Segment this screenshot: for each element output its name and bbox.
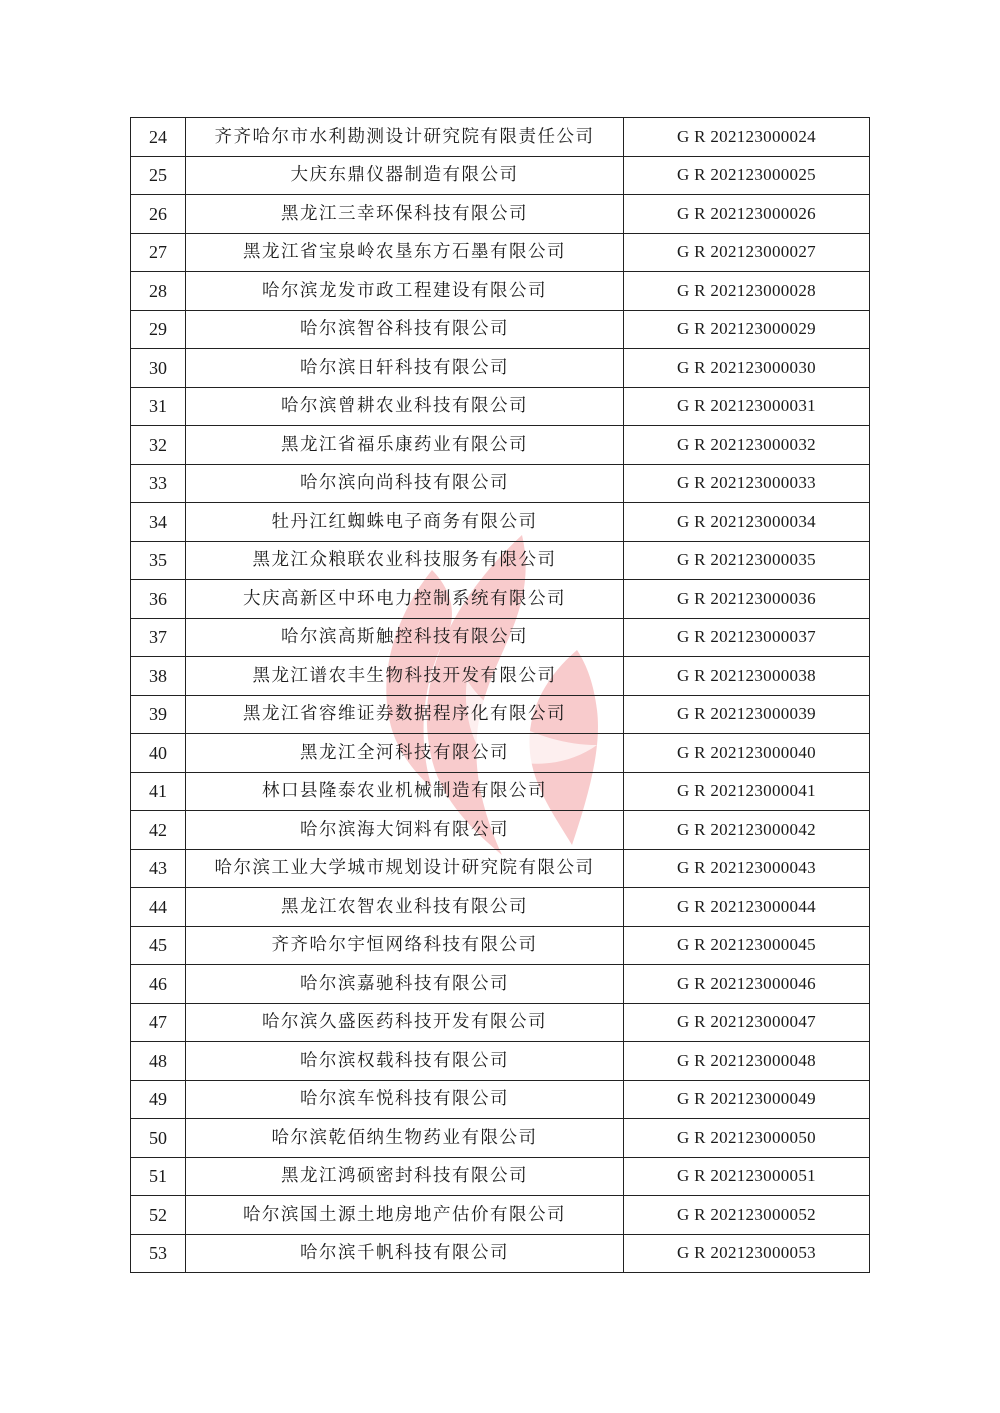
row-number-cell: 47 bbox=[131, 1003, 186, 1042]
table-row bbox=[131, 1196, 870, 1235]
certificate-code-cell: G R 202123000027 bbox=[624, 233, 870, 272]
company-name-cell: 黑龙江三幸环保科技有限公司 bbox=[186, 195, 624, 234]
certificate-code-cell: G R 202123000049 bbox=[624, 1080, 870, 1119]
row-number-cell: 53 bbox=[131, 1234, 186, 1273]
company-name-cell: 齐齐哈尔宇恒网络科技有限公司 bbox=[186, 926, 624, 965]
table-row bbox=[131, 772, 870, 811]
row-number-cell: 40 bbox=[131, 734, 186, 773]
row-number-cell: 27 bbox=[131, 233, 186, 272]
certificate-code-cell: G R 202123000051 bbox=[624, 1157, 870, 1196]
certificate-code-cell: G R 202123000035 bbox=[624, 541, 870, 580]
table-row bbox=[131, 1119, 870, 1158]
table-row bbox=[131, 426, 870, 465]
company-name-cell: 哈尔滨工业大学城市规划设计研究院有限公司 bbox=[186, 849, 624, 888]
company-name-cell: 牡丹江红蜘蛛电子商务有限公司 bbox=[186, 503, 624, 542]
row-number-cell: 33 bbox=[131, 464, 186, 503]
company-name-cell: 黑龙江省福乐康药业有限公司 bbox=[186, 426, 624, 465]
certificate-code-cell: G R 202123000026 bbox=[624, 195, 870, 234]
table-row bbox=[131, 811, 870, 850]
certificate-code-cell: G R 202123000034 bbox=[624, 503, 870, 542]
row-number-cell: 43 bbox=[131, 849, 186, 888]
table-row bbox=[131, 695, 870, 734]
certificate-code-cell: G R 202123000038 bbox=[624, 657, 870, 696]
company-name-cell: 黑龙江省容维证券数据程序化有限公司 bbox=[186, 695, 624, 734]
company-name-cell: 哈尔滨权载科技有限公司 bbox=[186, 1042, 624, 1081]
company-name-cell: 大庆东鼎仪器制造有限公司 bbox=[186, 156, 624, 195]
certificate-code-cell: G R 202123000031 bbox=[624, 387, 870, 426]
table-row bbox=[131, 965, 870, 1004]
company-name-cell: 哈尔滨海大饲料有限公司 bbox=[186, 811, 624, 850]
certificate-code-cell: G R 202123000046 bbox=[624, 965, 870, 1004]
certificate-code-cell: G R 202123000042 bbox=[624, 811, 870, 850]
company-name-cell: 哈尔滨嘉驰科技有限公司 bbox=[186, 965, 624, 1004]
table-row bbox=[131, 195, 870, 234]
company-name-cell: 哈尔滨向尚科技有限公司 bbox=[186, 464, 624, 503]
company-name-cell: 哈尔滨久盛医药科技开发有限公司 bbox=[186, 1003, 624, 1042]
certificate-code-cell: G R 202123000029 bbox=[624, 310, 870, 349]
row-number-cell: 46 bbox=[131, 965, 186, 1004]
company-name-cell: 哈尔滨智谷科技有限公司 bbox=[186, 310, 624, 349]
row-number-cell: 36 bbox=[131, 580, 186, 619]
table-row bbox=[131, 888, 870, 927]
row-number-cell: 34 bbox=[131, 503, 186, 542]
row-number-cell: 50 bbox=[131, 1119, 186, 1158]
certificate-code-cell: G R 202123000047 bbox=[624, 1003, 870, 1042]
company-name-cell: 哈尔滨国土源土地房地产估价有限公司 bbox=[186, 1196, 624, 1235]
certificate-code-cell: G R 202123000039 bbox=[624, 695, 870, 734]
row-number-cell: 30 bbox=[131, 349, 186, 388]
table-row bbox=[131, 310, 870, 349]
certificate-code-cell: G R 202123000041 bbox=[624, 772, 870, 811]
table-row bbox=[131, 503, 870, 542]
certificate-code-cell: G R 202123000036 bbox=[624, 580, 870, 619]
table-row bbox=[131, 618, 870, 657]
certificate-code-cell: G R 202123000037 bbox=[624, 618, 870, 657]
table-row bbox=[131, 657, 870, 696]
row-number-cell: 26 bbox=[131, 195, 186, 234]
certificate-code-cell: G R 202123000030 bbox=[624, 349, 870, 388]
row-number-cell: 29 bbox=[131, 310, 186, 349]
table-row bbox=[131, 272, 870, 311]
certificate-code-cell: G R 202123000033 bbox=[624, 464, 870, 503]
company-list-body bbox=[131, 118, 870, 1273]
certificate-code-cell: G R 202123000032 bbox=[624, 426, 870, 465]
company-name-cell: 黑龙江农智农业科技有限公司 bbox=[186, 888, 624, 927]
row-number-cell: 48 bbox=[131, 1042, 186, 1081]
certificate-code-cell: G R 202123000045 bbox=[624, 926, 870, 965]
company-name-cell: 大庆高新区中环电力控制系统有限公司 bbox=[186, 580, 624, 619]
row-number-cell: 31 bbox=[131, 387, 186, 426]
table-row bbox=[131, 580, 870, 619]
company-list-table bbox=[130, 117, 870, 1273]
company-name-cell: 黑龙江鸿硕密封科技有限公司 bbox=[186, 1157, 624, 1196]
row-number-cell: 49 bbox=[131, 1080, 186, 1119]
company-name-cell: 黑龙江全河科技有限公司 bbox=[186, 734, 624, 773]
certificate-code-cell: G R 202123000024 bbox=[624, 118, 870, 157]
table-row bbox=[131, 387, 870, 426]
certificate-code-cell: G R 202123000044 bbox=[624, 888, 870, 927]
company-name-cell: 哈尔滨高斯触控科技有限公司 bbox=[186, 618, 624, 657]
table-row bbox=[131, 1003, 870, 1042]
certificate-code-cell: G R 202123000050 bbox=[624, 1119, 870, 1158]
certificate-code-cell: G R 202123000025 bbox=[624, 156, 870, 195]
company-name-cell: 齐齐哈尔市水利勘测设计研究院有限责任公司 bbox=[186, 118, 624, 157]
certificate-code-cell: G R 202123000040 bbox=[624, 734, 870, 773]
row-number-cell: 52 bbox=[131, 1196, 186, 1235]
certificate-code-cell: G R 202123000028 bbox=[624, 272, 870, 311]
table-row bbox=[131, 734, 870, 773]
row-number-cell: 44 bbox=[131, 888, 186, 927]
table-row bbox=[131, 118, 870, 157]
company-name-cell: 黑龙江省宝泉岭农垦东方石墨有限公司 bbox=[186, 233, 624, 272]
row-number-cell: 41 bbox=[131, 772, 186, 811]
certificate-code-cell: G R 202123000052 bbox=[624, 1196, 870, 1235]
row-number-cell: 25 bbox=[131, 156, 186, 195]
company-name-cell: 黑龙江众粮联农业科技服务有限公司 bbox=[186, 541, 624, 580]
table-row bbox=[131, 349, 870, 388]
company-name-cell: 哈尔滨龙发市政工程建设有限公司 bbox=[186, 272, 624, 311]
table-row bbox=[131, 849, 870, 888]
row-number-cell: 39 bbox=[131, 695, 186, 734]
row-number-cell: 51 bbox=[131, 1157, 186, 1196]
row-number-cell: 35 bbox=[131, 541, 186, 580]
row-number-cell: 32 bbox=[131, 426, 186, 465]
table-row bbox=[131, 233, 870, 272]
row-number-cell: 28 bbox=[131, 272, 186, 311]
table-row bbox=[131, 926, 870, 965]
certificate-code-cell: G R 202123000048 bbox=[624, 1042, 870, 1081]
row-number-cell: 38 bbox=[131, 657, 186, 696]
table-row bbox=[131, 1042, 870, 1081]
table-row bbox=[131, 541, 870, 580]
row-number-cell: 37 bbox=[131, 618, 186, 657]
row-number-cell: 42 bbox=[131, 811, 186, 850]
company-name-cell: 哈尔滨日轩科技有限公司 bbox=[186, 349, 624, 388]
row-number-cell: 45 bbox=[131, 926, 186, 965]
company-name-cell: 哈尔滨车悦科技有限公司 bbox=[186, 1080, 624, 1119]
company-name-cell: 黑龙江谱农丰生物科技开发有限公司 bbox=[186, 657, 624, 696]
certificate-code-cell: G R 202123000053 bbox=[624, 1234, 870, 1273]
company-name-cell: 哈尔滨乾佰纳生物药业有限公司 bbox=[186, 1119, 624, 1158]
certificate-code-cell: G R 202123000043 bbox=[624, 849, 870, 888]
row-number-cell: 24 bbox=[131, 118, 186, 157]
table-row bbox=[131, 1234, 870, 1273]
company-name-cell: 哈尔滨曾耕农业科技有限公司 bbox=[186, 387, 624, 426]
table-row bbox=[131, 1157, 870, 1196]
company-name-cell: 林口县隆泰农业机械制造有限公司 bbox=[186, 772, 624, 811]
table-row bbox=[131, 156, 870, 195]
table-row bbox=[131, 464, 870, 503]
table-row bbox=[131, 1080, 870, 1119]
company-name-cell: 哈尔滨千帆科技有限公司 bbox=[186, 1234, 624, 1273]
